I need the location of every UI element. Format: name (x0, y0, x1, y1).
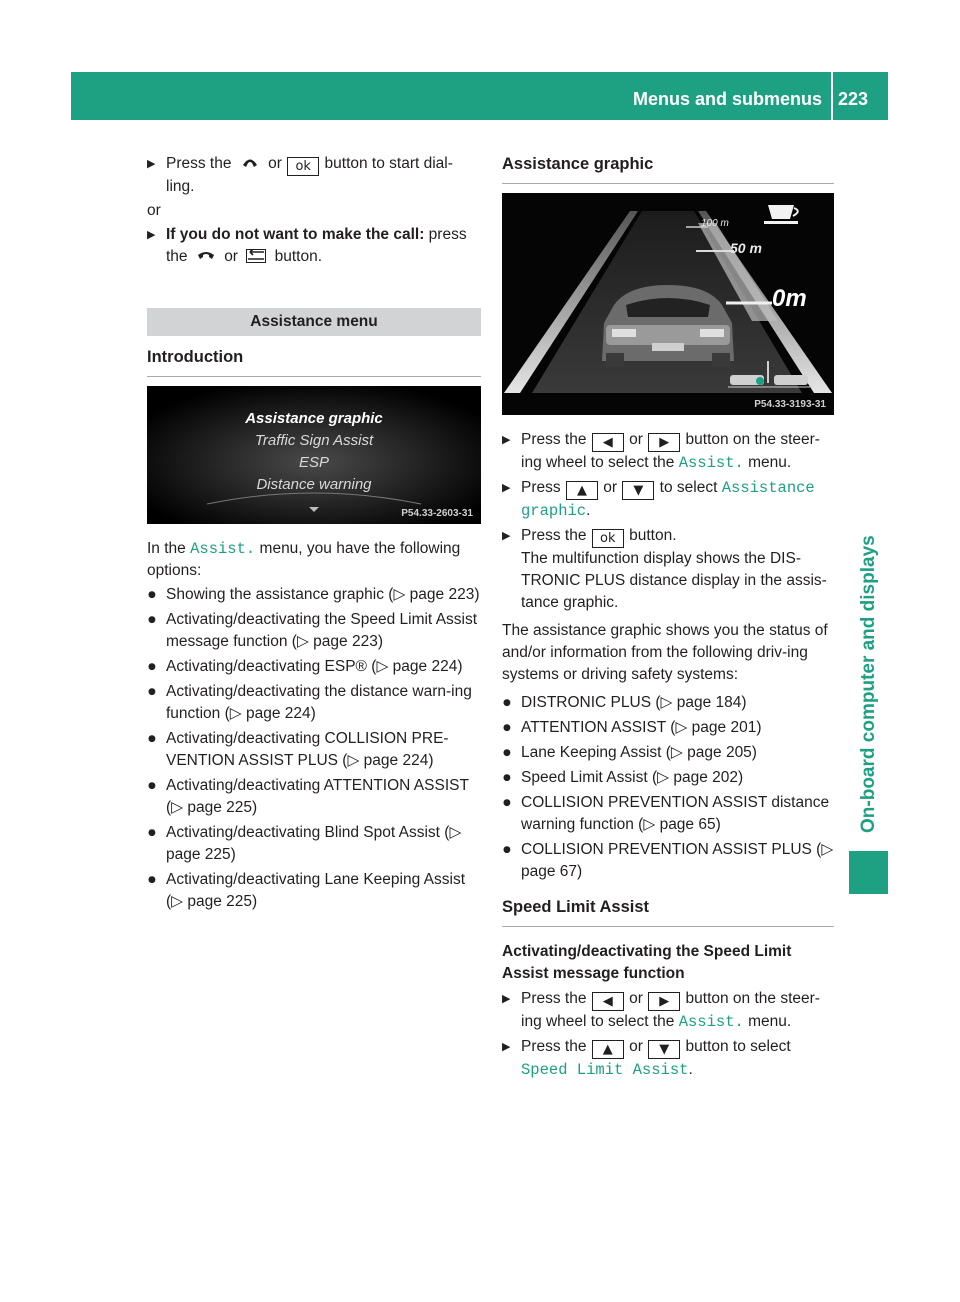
down-arrow-key: ▼ (622, 481, 654, 500)
step-select-graphic: ▶ Press ▲ or ▼ to select Assistance graphic. (502, 477, 834, 522)
header-divider (831, 72, 833, 120)
list-item: ● COLLISION PREVENTION ASSIST distance warning function (▷ page 65) (502, 792, 834, 836)
list-item: ● Activating/deactivating Blind Spot Assist (▷ page 225) (147, 822, 481, 866)
menu-item-assistance-graphic: Assistance graphic (245, 410, 383, 427)
image-code: P54.33-3193-31 (754, 399, 826, 410)
hang-up-icon (193, 249, 219, 266)
chapter-marker (849, 851, 888, 894)
status-paragraph: The assistance graphic shows you the status of and/or information from the following driv-ing systems or driving safety systems: (502, 622, 828, 683)
up-arrow-key: ▲ (592, 1040, 624, 1059)
menu-item-esp: ESP (298, 454, 329, 471)
distance-label-0: 0m (772, 285, 807, 312)
menu-item-traffic-sign: Traffic Sign Assist (254, 432, 374, 449)
assistance-graphic-heading: Assistance graphic (502, 153, 834, 184)
assistance-menu-heading: Assistance menu (147, 308, 481, 336)
image-code: P54.33-2603-31 (401, 508, 473, 519)
assist-menu-name: Assist. (190, 540, 256, 558)
list-item: ● DISTRONIC PLUS (▷ page 184) (502, 692, 834, 714)
step-select-speed-limit: ▶ Press the ▲ or ▼ button to select Speed Limit Assist. (502, 1036, 834, 1081)
systems-list (502, 692, 834, 883)
speed-limit-heading: Speed Limit Assist (502, 896, 834, 927)
chapter-tab (849, 133, 888, 833)
right-arrow-key: ▶ (648, 992, 680, 1011)
assistance-menu-screen (147, 386, 481, 524)
step-select-assist: ▶ Press the ◀ or ▶ button on the steer-ing wheel to select the Assist. menu. (502, 429, 834, 474)
phone-icon (237, 156, 263, 173)
list-item: ● Activating/deactivating ESP® (▷ page 224) (147, 656, 481, 678)
down-arrow-key: ▼ (648, 1040, 680, 1059)
vehicle-icon (602, 285, 734, 367)
intro-text: In the Assist. menu, you have the following options: (147, 540, 461, 579)
menu-item-distance-warning: Distance warning (256, 476, 372, 493)
step-select-assist-2: ▶ Press the ◀ or ▶ button on the steer-ing wheel to select the Assist. menu. (502, 988, 834, 1033)
page-number: 223 (838, 89, 869, 109)
or-text: or (147, 202, 161, 219)
step-start-dialling: ▶ Press the or ok button to start dial-ling. (147, 153, 481, 198)
right-arrow-key: ▶ (648, 433, 680, 452)
back-icon (243, 249, 269, 266)
list-item: ● Lane Keeping Assist (▷ page 205) (502, 742, 834, 764)
options-list (147, 584, 481, 913)
right-column (502, 153, 834, 1081)
assistance-graphic-screen (502, 193, 834, 415)
ok-key: ok (592, 529, 624, 548)
introduction-heading: Introduction (147, 346, 481, 377)
step-not-call: ▶ If you do not want to make the call: press the or button. (147, 224, 481, 268)
left-column (147, 153, 481, 916)
list-item: ● Activating/deactivating COLLISION PRE-VENTION ASSIST PLUS (▷ page 224) (147, 728, 481, 772)
step-press-ok: ▶ Press the ok button. The multifunction display shows the DIS-TRONIC PLUS distance display in the assis-tance graphic. (502, 525, 834, 614)
ok-key: ok (287, 157, 319, 176)
distance-label-100: 100 m (701, 218, 729, 229)
list-item: ● Activating/deactivating the distance warn-ing function (▷ page 224) (147, 681, 481, 725)
up-arrow-key: ▲ (566, 481, 598, 500)
distance-label-50: 50 m (730, 240, 762, 256)
list-item: ● Activating/deactivating the Speed Limit Assist message function (▷ page 223) (147, 609, 481, 653)
activating-heading: Activating/deactivating the Speed Limit Assist message function (502, 943, 792, 982)
left-arrow-key: ◀ (592, 433, 624, 452)
list-item: ● Showing the assistance graphic (▷ page 223) (147, 584, 481, 606)
list-item: ● Activating/deactivating Lane Keeping Assist (▷ page 225) (147, 869, 481, 913)
list-item: ● Activating/deactivating ATTENTION ASSIST (▷ page 225) (147, 775, 481, 819)
left-arrow-key: ◀ (592, 992, 624, 1011)
chapter-tab-label: On-board computer and displays (857, 535, 879, 833)
list-item: ● ATTENTION ASSIST (▷ page 201) (502, 717, 834, 739)
page-title: Menus and submenus (632, 89, 822, 109)
list-item: ● Speed Limit Assist (▷ page 202) (502, 767, 834, 789)
list-item: ● COLLISION PREVENTION ASSIST PLUS (▷ page 67) (502, 839, 834, 883)
